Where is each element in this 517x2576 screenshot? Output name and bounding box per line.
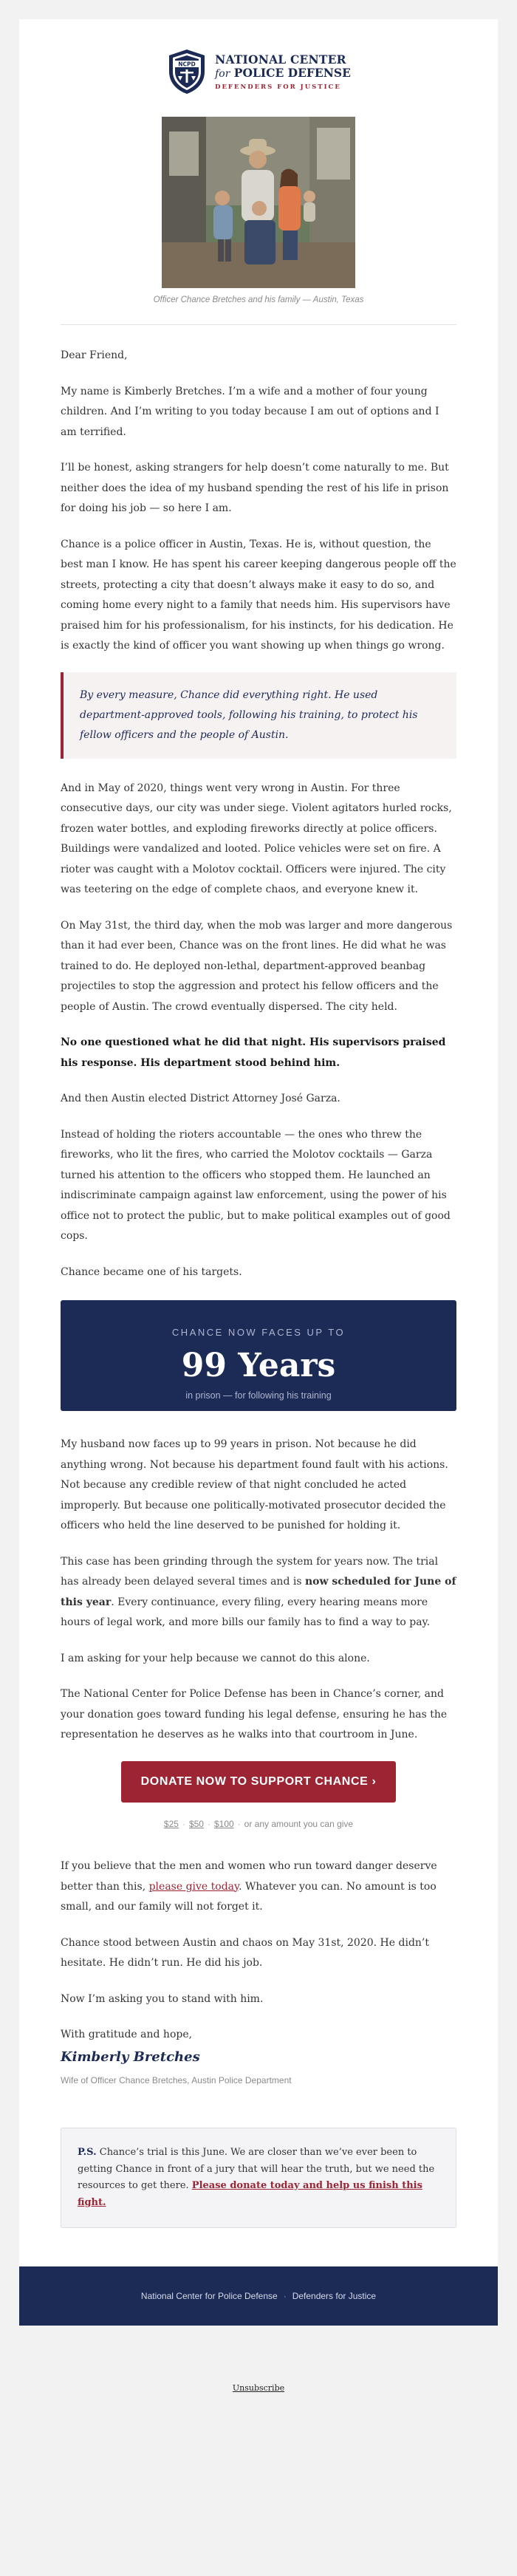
logo-line-2: [215, 66, 351, 81]
banner-kicker: CHANCE NOW FACES UP TO: [171, 1327, 346, 1338]
signoff: [61, 2025, 456, 2091]
separator: ·: [283, 2291, 287, 2301]
paragraph: Now I’m asking you to stand with him.: [61, 1992, 264, 2005]
logo-tagline: DEFENDERS FOR JUSTICE: [215, 83, 341, 91]
paragraph-text: . Every continuance, every filing, every hearing means more hours of legal work, and more bills our family has to find a way to pay.: [61, 1596, 431, 1628]
paragraph: My name is Kimberly Bretches. I’m a wife and a mother of four young children. And I’m writing to you today because I am out of options and I am terrified.: [61, 385, 439, 438]
pull-quote: By every measure, Chance did everything right. He used department-approved tools, following his training, to protect his fellow officers and the people of Austin.: [61, 672, 456, 759]
paragraph: Chance became one of his targets.: [61, 1265, 242, 1278]
amount-options: [61, 1814, 456, 1835]
family-photo: [162, 117, 355, 288]
logo-line-1: NATIONAL CENTER: [215, 52, 346, 66]
paragraph: [61, 1552, 456, 1633]
paragraph: Chance is a police officer in Austin, Texas. He is, without question, the best man I know. He has spent his career keeping dangerous people off the streets, protecting a city that doesn’t always make it easy to do so, and coming home every night to a family that needs him. His supervisors have praised him for his professionalism, for his instincts, for his dedication. He is exactly the kind of officer you want showing up when things go wrong.: [61, 538, 456, 652]
paragraph: And in May of 2020, things went very wrong in Austin. For three consecutive days, our city was under siege. Violent agitators hurled rocks, frozen water bottles, and exploding fireworks directly at police officers. Buildings were vandalized and looted. Police vehicles were set on fire. A rioter was caught with a Molotov cocktail. Officers were injured. The city was teetering on the edge of complete chaos, and everyone knew it.: [61, 782, 452, 895]
banner-headline: 99 Years: [181, 1346, 336, 1384]
amount-note: or any amount you can give: [244, 1818, 354, 1829]
logo-police-defense: POLICE DEFENSE: [233, 65, 351, 80]
divider: [61, 324, 456, 325]
paragraph: Chance stood between Austin and chaos on May 31st, 2020. He didn’t hesitate. He didn’t run. He did his job.: [61, 1936, 429, 1969]
org-logo[interactable]: [61, 46, 456, 98]
separator: ·: [207, 1818, 210, 1829]
paragraph-text: This case has been grinding through the system for years now. The trial has already been delayed several times and is: [61, 1555, 439, 1588]
footer-tagline: Defenders for Justice: [292, 2291, 377, 2301]
footer: [19, 2266, 498, 2326]
give-today-link[interactable]: please give today: [148, 1880, 239, 1893]
photo-caption: Officer Chance Bretches and his family — Austin, Texas: [153, 295, 364, 304]
paragraph: The National Center for Police Defense has been in Chance’s corner, and your donation goes toward funding his legal defense, ensuring he has the representation he deserves as he walks into that courtroom in June.: [61, 1688, 448, 1740]
separator: ·: [182, 1818, 185, 1829]
paragraph: [61, 1856, 456, 1918]
paragraph: My husband now faces up to 99 years in prison. Not because he did anything wrong. Not because his department found fault with his actions. Not because any credible review of that night concluded he acted improperly. But because one politically-motivated prosecutor decided the officers who held the line deserved to be punished for holding it.: [61, 1438, 448, 1531]
postscript-box: [61, 2128, 456, 2228]
footer-org: National Center for Police Defense: [140, 2291, 278, 2301]
paragraph-text: . Whatever you can. No amount is too small, and our family will not forget it.: [61, 1880, 436, 1913]
paragraph: On May 31st, the third day, when the mob was larger and more dangerous than it had ever been, Chance was on the front lines. He did what he was trained to do. He deployed non-lethal, department-approved beanbag projectiles to stop the aggression and protect his fellow officers and the people of Austin. The crowd eventually dispersed. The city held.: [61, 919, 453, 1013]
paragraph-bold: No one questioned what he did that night. His supervisors praised his response. His department stood behind him.: [61, 1036, 446, 1069]
salutation: Dear Friend,: [61, 349, 128, 361]
closing: With gratitude and hope,: [61, 2029, 193, 2040]
amount-50-link[interactable]: $50: [188, 1818, 204, 1829]
paragraph: Instead of holding the rioters accountable — the ones who threw the fireworks, who lit the fires, who carried the Molotov cocktails — Garza turned his attention to the officers who stopped them. He launched an indiscriminate campaign against law enforcement, using the power of his office not to protect the public, but to make political examples out of good cops.: [61, 1128, 451, 1242]
signature-title: Wife of Officer Chance Bretches, Austin Police Department: [61, 2074, 292, 2085]
amount-100-link[interactable]: $100: [213, 1818, 234, 1829]
sentence-banner: [61, 1300, 456, 1411]
ps-label: P.S.: [78, 2147, 97, 2158]
amount-25-link[interactable]: $25: [163, 1818, 179, 1829]
letter-body: [61, 346, 456, 2228]
signature: Kimberly Bretches: [61, 2049, 200, 2065]
logo-for: for: [215, 67, 230, 80]
banner-subtext: in prison — for following his training: [185, 1390, 332, 1401]
email-card: [19, 19, 498, 2326]
unsubscribe-link[interactable]: Unsubscribe: [232, 2383, 285, 2393]
donate-button[interactable]: DONATE NOW TO SUPPORT CHANCE ›: [121, 1761, 396, 1803]
badge-text: NCPD: [178, 61, 196, 68]
paragraph: I am asking for your help because we cannot do this alone.: [61, 1652, 370, 1664]
ps-donate-link[interactable]: Please donate today and help us finish this fight.: [78, 2180, 422, 2208]
paragraph: And then Austin elected District Attorney José Garza.: [61, 1093, 340, 1104]
paragraph: I’ll be honest, asking strangers for help doesn’t come naturally to me. But neither does the idea of my husband spending the rest of his life in prison for doing his job — so here I am.: [61, 462, 449, 514]
trial-date-emphasis: now scheduled for June of this year: [61, 1576, 456, 1608]
ps-text: Chance’s trial is this June. We are closer than we’ve ever been to getting Chance in front of a jury that will hear the truth, but we need the resources to get there.: [78, 2147, 435, 2191]
paragraph-text: If you believe that the men and women who run toward danger deserve better than this,: [61, 1860, 437, 1893]
separator: ·: [237, 1818, 241, 1829]
shield-badge-icon: [166, 48, 208, 95]
